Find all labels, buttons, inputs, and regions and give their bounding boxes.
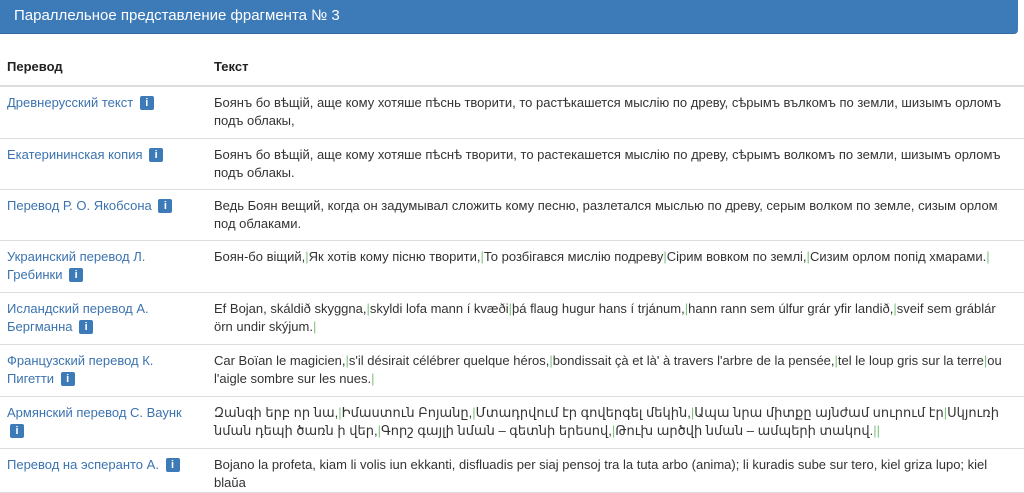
text-segment: Боян-бо віщий, — [214, 248, 306, 264]
info-icon[interactable]: i — [69, 268, 83, 282]
table-row — [0, 138, 1024, 189]
segment-separator: | — [834, 352, 838, 368]
segment-separator: | — [312, 318, 317, 334]
text-segment: Як хотів кому пісню творити, — [308, 248, 481, 264]
translation-name-cell — [0, 240, 207, 292]
info-icon[interactable]: i — [61, 372, 75, 386]
segment-separator: | — [943, 404, 948, 420]
parallel-table — [0, 48, 1024, 493]
table-row — [0, 344, 1024, 396]
text-segment: ou l'aigle sombre sur les nues. — [214, 352, 1002, 386]
segment-separator: | — [508, 300, 512, 316]
text-segment: Боянъ бо вѣщій, аще кому хотяше пѣснь творити, то растѣкашется мыслію по древу, сѣрымъ вълкомъ по земли, шизымъ орломъ подъ облакы, — [214, 95, 1002, 128]
fragment-text-cell — [207, 138, 1024, 189]
translation-link[interactable]: Исландский перевод А. Бергманна — [7, 300, 149, 334]
segment-separator: | — [305, 248, 309, 264]
segment-separator: | — [480, 248, 484, 264]
segment-separator: | — [663, 248, 667, 264]
text-segment: þá flaug hugur hans í trjánum, — [512, 300, 685, 316]
translation-link[interactable]: Украинский перевод Л. Гребинки — [7, 248, 146, 282]
translation-link[interactable]: Древнерусский текст — [7, 95, 134, 110]
text-segment: Մտադրվում էր գովերգել մեկին, — [475, 404, 691, 420]
segment-separator: | — [983, 352, 988, 368]
fragment-text-cell — [207, 189, 1024, 240]
text-segment: skyldi lofa mann í kvæði — [369, 300, 509, 316]
translation-name-cell — [0, 344, 207, 396]
page-title: Параллельное представление фрагмента № 3 — [14, 7, 340, 24]
text-segment: hann rann sem úlfur grár yfir landið, — [688, 300, 894, 316]
text-segment: Իմաստուն Բոյանը, — [341, 404, 473, 420]
text-segment: Car Boïan le magicien, — [214, 352, 346, 368]
segment-separator: | — [345, 352, 349, 368]
info-icon[interactable]: i — [140, 96, 154, 110]
fragment-text-cell — [207, 86, 1024, 138]
segment-separator: | — [876, 422, 880, 438]
table-row — [0, 86, 1024, 138]
translation-name-cell — [0, 396, 207, 448]
text-segment: Թուխ արծվի նման – ամպերի տակով. — [615, 422, 874, 438]
translation-name-cell — [0, 138, 207, 189]
text-segment: bondissait çà et là' à travers l'arbre de la pensée, — [552, 352, 835, 368]
segment-separator: | — [371, 370, 375, 386]
text-segment: sveif sem gráblár örn undir skýjum. — [214, 300, 996, 334]
info-icon[interactable]: i — [149, 148, 163, 162]
text-segment: Սկյուռի նման դեպի ծառն ի վեր, — [214, 404, 999, 438]
segment-separator: | — [690, 404, 695, 420]
table-row — [0, 292, 1024, 344]
info-icon[interactable]: i — [79, 320, 93, 334]
segment-separator: | — [986, 248, 990, 264]
segment-separator: | — [366, 300, 370, 316]
segment-separator: | — [873, 422, 877, 438]
text-segment: Գորշ գայլի նման – գետնի երեսով, — [380, 422, 612, 438]
fragment-text-cell — [207, 448, 1024, 492]
text-segment: То розбігався мислію подреву — [483, 248, 664, 264]
text-segment: Bojano la profeta, kiam li volis iun ekkanti, disfluadis per siaj pensoj tra la tuta arbo (anima); li kuradis sube sur tero, kiel griza lupo; kiel blaŭa — [214, 456, 988, 490]
translation-name-cell — [0, 86, 207, 138]
fragment-text-cell — [207, 344, 1024, 396]
text-segment: Ведь Боян вещий, когда он задумывал сложить кому песню, разлетался мыслью по древу, серым волком по земле, сизым орлом под облаками. — [214, 197, 998, 231]
table-header-row — [0, 48, 1024, 86]
text-segment: tel le loup gris sur la terre — [837, 352, 984, 368]
panel-header — [0, 0, 1018, 34]
translation-name-cell — [0, 292, 207, 344]
info-icon[interactable]: i — [10, 424, 24, 438]
segment-separator: | — [893, 300, 897, 316]
segment-separator: | — [611, 422, 616, 438]
translation-link[interactable]: Перевод на эсперанто А. — [7, 456, 159, 472]
table-row — [0, 396, 1024, 448]
fragment-text-cell — [207, 240, 1024, 292]
table-row — [0, 189, 1024, 240]
translation-link[interactable]: Екатерининская копия — [7, 146, 143, 162]
translation-name-cell — [0, 448, 207, 492]
translation-link[interactable]: Французский перевод К. Пигетти — [7, 352, 154, 386]
text-segment: Сірим вовком по землі, — [666, 248, 807, 264]
text-segment: Боянъ бо вѣщій, аще кому хотяше пѣснѣ творити, то растекашется мыслію по древу, сѣрымъ волкомъ по земли, шизымъ орломъ подъ облакы. — [214, 146, 1001, 180]
info-icon[interactable]: i — [158, 199, 172, 213]
text-segment: Զանգի երբ որ նա, — [214, 404, 339, 420]
segment-separator: | — [377, 422, 381, 438]
segment-separator: | — [549, 352, 553, 368]
text-segment: Сизим орлом попід хмарами. — [809, 248, 987, 264]
fragment-text-cell — [207, 292, 1024, 344]
translation-link[interactable]: Армянский перевод С. Ваунк — [7, 404, 182, 420]
segment-separator: | — [472, 404, 476, 420]
translation-name-cell — [0, 189, 207, 240]
segment-separator: | — [806, 248, 810, 264]
table-row — [0, 240, 1024, 292]
segment-separator: | — [684, 300, 689, 316]
translation-link[interactable]: Перевод Р. О. Якобсона — [7, 197, 152, 213]
text-segment: s'il désirait célébrer quelque héros, — [348, 352, 550, 368]
info-icon[interactable]: i — [166, 458, 180, 472]
column-header-translation: Перевод — [0, 48, 207, 86]
column-header-text: Текст — [207, 48, 1024, 86]
segment-separator: | — [338, 404, 342, 420]
text-segment: Ապա նրա միտքը այնժամ սուրում էր — [694, 404, 944, 420]
fragment-text-cell — [207, 396, 1024, 448]
text-segment: Ef Bojan, skáldið skyggna, — [214, 300, 367, 316]
table-row — [0, 448, 1024, 492]
